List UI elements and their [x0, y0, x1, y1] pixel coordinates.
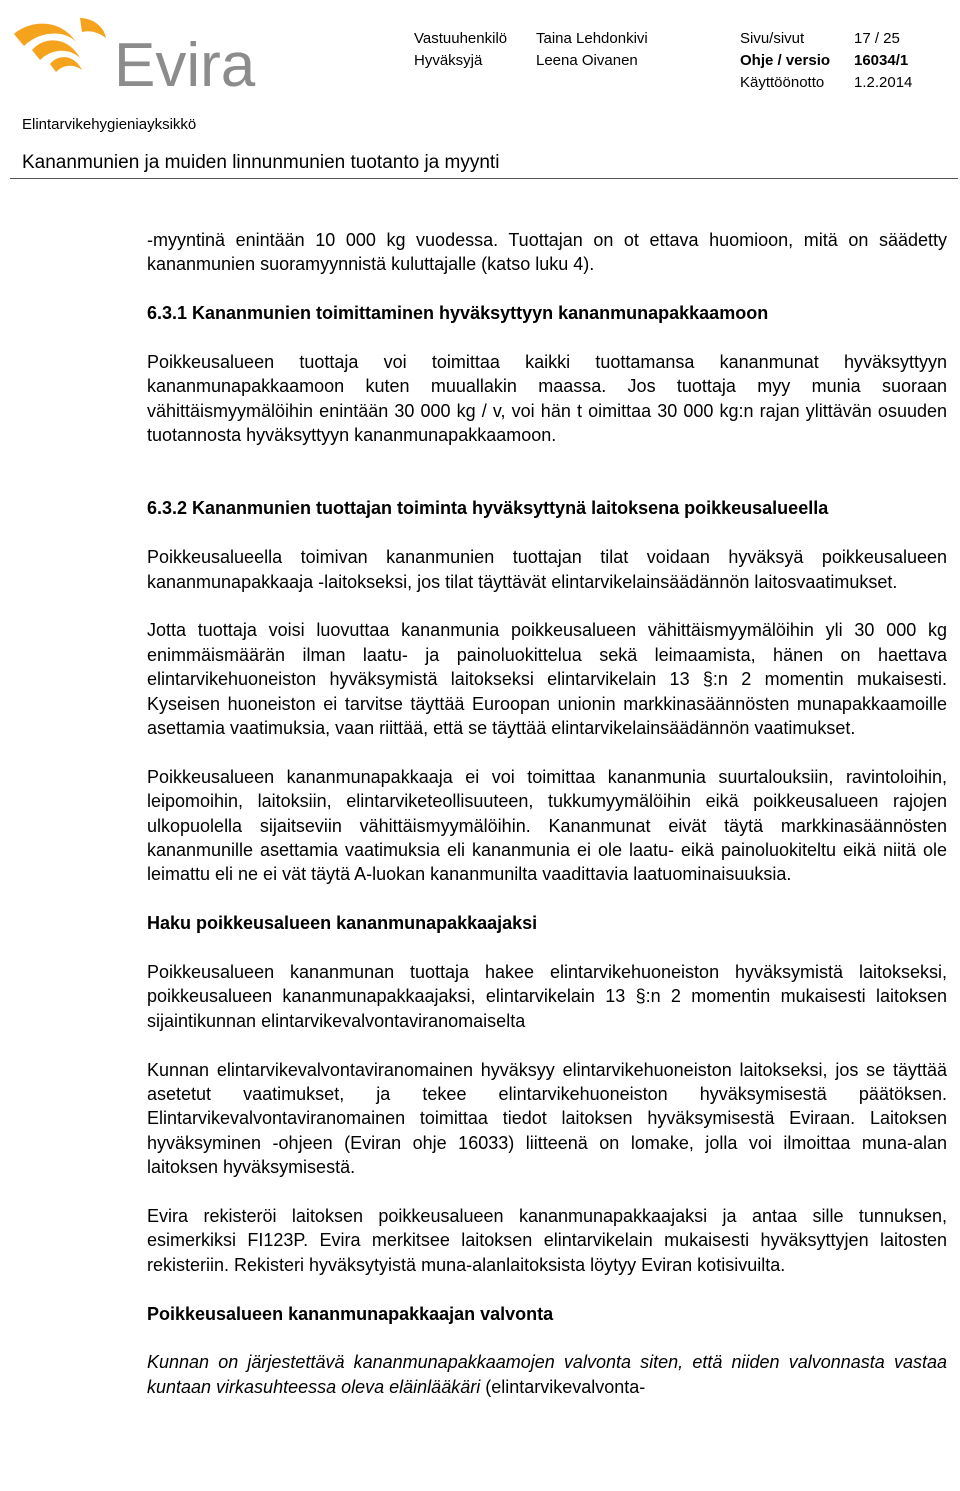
document-title: Kananmunien ja muiden linnunmunien tuotanto ja myynti [22, 152, 500, 173]
effective-label: Käyttöönotto [740, 74, 825, 91]
effective-value: 1.2.2014 [854, 74, 913, 91]
header-meta-left [414, 28, 648, 72]
evira-logo-mark [10, 12, 262, 92]
paragraph: Jotta tuottaja voisi luovuttaa kananmunia poikkeusalueen vähittäismyymälöihin yli 30 000 kg enimmäismäärän ilman laatu- ja painoluokittelua sekä leimaamista, hänen on haettava elintarvikehuoneiston hyväksymistä laitokseksi elintarvikelain 13 §:n 2 momentin mukaisesti. Kyseisen huoneiston ei tarvitse täyttää Euroopan unionin markkinasäännösten munapakkaamoille asettamia vaatimuksia, vaan riittää, että se täyttää elintarvikelainsäädännön vaatimukset. [147, 620, 947, 739]
paragraph: Poikkeusalueen tuottaja voi toimittaa kaikki tuottamansa kananmunat hyväksyttyyn kananmunapakkaamoon kuten muuallakin maassa. Jos tuottaja myy munia suoraan vähittäismyymälöihin enintään 30 000 kg / v, voi hän t oimittaa 30 000 kg:n rajan ylittävän osuuden tuotannosta hyväksyttyyn kananmunapakkaamoon. [147, 352, 947, 446]
page-label: Sivu/sivut [740, 30, 805, 47]
paragraph: Kunnan elintarvikevalvontaviranomainen hyväksyy elintarvikehuoneiston laitokseksi, jos se täyttää asetetut vaatimukset, ja tekee elintarvikehuoneiston hyväksymisestä päätöksen. Elintarvikevalvontaviranomainen toimittaa tiedot laitoksen hyväksymisestä Eviraan. Laitoksen hyväksyminen -ohjeen (Eviran ohje 16033) liitteenä on lomake, jolla voi ilmoittaa muna-alan laitoksen hyväksymisestä. [147, 1059, 947, 1178]
subheading: Haku poikkeusalueen kananmunapakkaajaksi [147, 913, 538, 934]
responsible-label: Vastuuhenkilö [414, 30, 508, 47]
paragraph: Poikkeusalueella toimivan kananmunien tuottajan tilat voidaan hyväksyä poikkeusalueen kananmunapakkaaja -laitokseksi, jos tilat täyttävät elintarvikelainsäädännön laitosvaatimukset. [147, 547, 947, 592]
version-label: Ohje / versio [740, 52, 831, 69]
header-divider [10, 178, 958, 179]
italic-text: Kunnan on järjestettävä kananmunapakkaamojen valvonta siten, että niiden valvonnasta vastaa kuntaan virkasuhteessa oleva eläinlääkäri [147, 1352, 947, 1397]
page-content [147, 228, 947, 1399]
paragraph: -myyntinä enintään 10 000 kg vuodessa. Tuottajan on ot ettava huomioon, mitä on säädetty kananmunien suoramyynnistä kuluttajalle (katso luku 4). [147, 230, 947, 275]
unit-name: Elintarvikehygieniayksikkö [22, 116, 197, 133]
responsible-value: Taina Lehdonkivi [536, 30, 648, 47]
paragraph: Evira rekisteröi laitoksen poikkeusalueen kananmunapakkaajaksi ja antaa sille tunnuksen, esimerkiksi FI123P. Evira merkitsee laitoksen elintarvikelain mukaisesti hyväksyttyjen laitosten rekisteriin. Rekisteri hyväksytyistä muna-alanlaitoksista löytyy Eviran kotisivuilta. [147, 1206, 947, 1275]
evira-logo-text: Evira [114, 31, 256, 92]
evira-logo [10, 12, 262, 92]
section-heading: 6.3.1 Kananmunien toimittaminen hyväksyttyyn kananmunapakkaamoon [147, 303, 769, 324]
paragraph-continuation: (elintarvikevalvonta- [480, 1376, 646, 1397]
paragraph [147, 1350, 947, 1399]
header-meta-right [740, 28, 912, 94]
version-value: 16034/1 [854, 52, 909, 69]
paragraph: Poikkeusalueen kananmunan tuottaja hakee elintarvikehuoneiston hyväksymistä laitokseksi, poikkeusalueen kananmunapakkaajaksi, elintarvikelain 13 §:n 2 momentin mukaisesti laitoksen sijaintikunnan elintarvikevalvontaviranomaiselta [147, 962, 947, 1031]
approver-value: Leena Oivanen [536, 52, 638, 69]
subheading: Poikkeusalueen kananmunapakkaajan valvonta [147, 1303, 554, 1324]
section-heading: 6.3.2 Kananmunien tuottajan toiminta hyväksyttynä laitoksena poikkeusalueella [147, 498, 829, 519]
approver-label: Hyväksyjä [414, 52, 483, 69]
paragraph: Poikkeusalueen kananmunapakkaaja ei voi toimittaa kananmunia suurtalouksiin, ravintoloihin, leipomoihin, laitoksiin, elintarviketeollisuuteen, tukkumyymälöihin eikä poikkeusalueen rajojen ulkopuolella sijaitseviin vähittäismyymälöihin. Kananmunat eivät täytä markkinasäännösten kananmunille asettamia vaatimuksia eli kananmunia ei ole laatu- eikä painoluokiteltu eikä niitä ole leimattu eli ne ei vät täytä A-luokan kananmunilta vaadittavia laatuominaisuuksia. [147, 766, 947, 885]
page-value: 17 / 25 [854, 30, 900, 47]
